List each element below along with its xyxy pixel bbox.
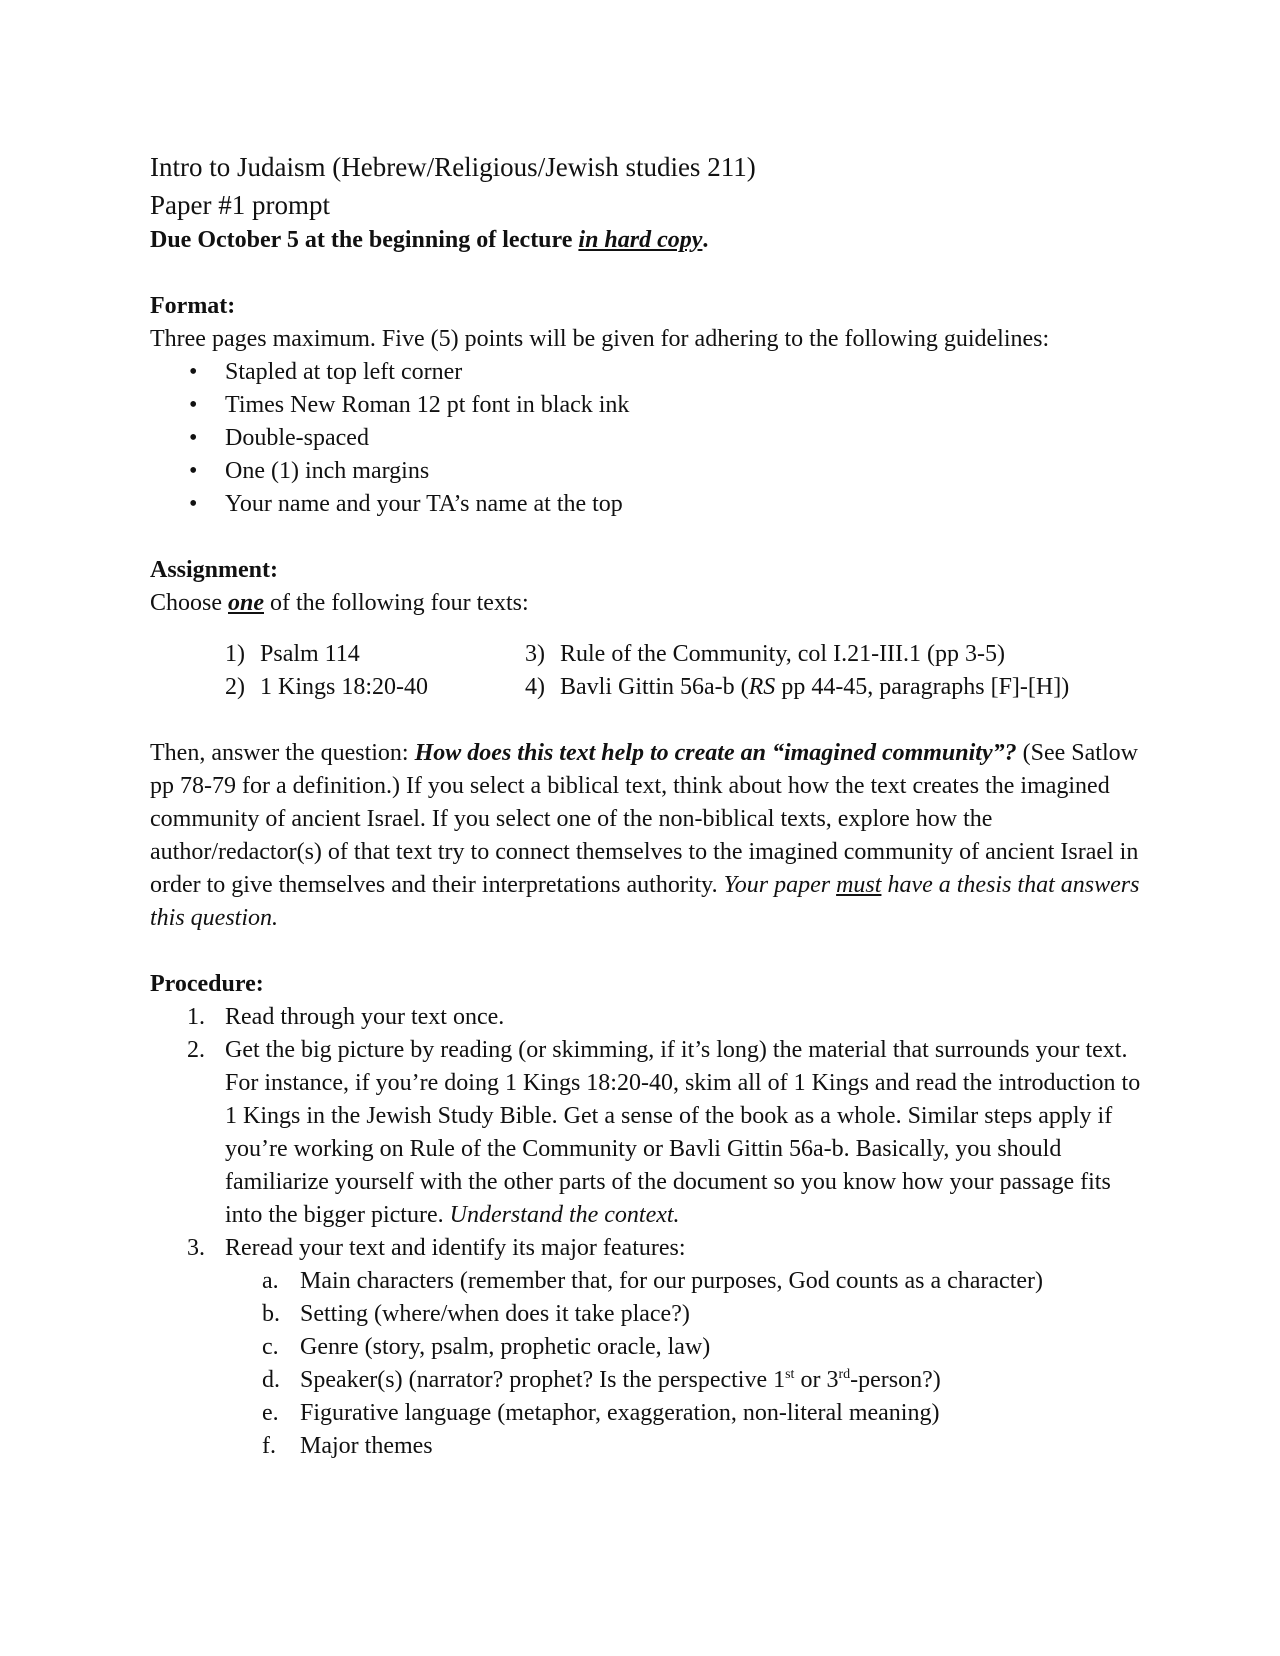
list-item: [150, 356, 1150, 389]
feature-list: [225, 1265, 1150, 1463]
superscript-st: st: [785, 1367, 795, 1382]
question-text: How does this text help to create an “imagined community”?: [414, 740, 1017, 766]
feature-item: [150, 1298, 1150, 1331]
text-choice-label-after: pp 44-45, paragraphs [F]-[H]): [775, 674, 1070, 700]
text-choice-label-italic: RS: [748, 674, 776, 700]
feature-letter: f.: [262, 1433, 276, 1459]
text-choice: [525, 638, 1125, 671]
feature-text: Main characters (remember that, for our purposes, God counts as a character): [300, 1268, 1044, 1294]
feature-item: [150, 1397, 1150, 1430]
text-choices: [225, 638, 1150, 704]
course-title: Intro to Judaism (Hebrew/Religious/Jewish studies 211): [150, 152, 756, 182]
feature-text-mid: or 3: [794, 1367, 839, 1393]
format-item: Your name and your TA’s name at the top: [225, 491, 623, 517]
procedure-step: [150, 1001, 1150, 1034]
thesis-after: have a thesis that answers this question.: [150, 872, 1140, 931]
feature-text: Genre (story, psalm, prophetic oracle, law): [300, 1334, 711, 1360]
assignment-intro-emphasis: one: [228, 590, 264, 616]
bullet-icon: •: [189, 491, 198, 517]
assignment-intro-after: of the following four texts:: [264, 590, 529, 616]
feature-item: [150, 1430, 1150, 1463]
procedure-heading: Procedure:: [150, 971, 264, 997]
step-number: 1.: [187, 1004, 205, 1030]
text-choice: [225, 671, 525, 704]
bullet-icon: •: [189, 458, 198, 484]
procedure-step: [150, 1034, 1150, 1232]
document-page: [150, 148, 1150, 1463]
bullet-icon: •: [189, 359, 198, 385]
list-item: [150, 488, 1150, 521]
text-choice-num: 2): [225, 674, 245, 700]
due-text: Due October 5 at the beginning of lecture: [150, 227, 579, 253]
assignment-heading: Assignment:: [150, 557, 279, 583]
thesis-before: Your paper: [723, 872, 837, 898]
feature-text: Setting (where/when does it take place?): [300, 1301, 690, 1327]
procedure-list: [150, 1001, 1150, 1463]
feature-text-after: -person?): [850, 1367, 941, 1393]
due-line: [150, 224, 1150, 257]
thesis-must: must: [836, 872, 882, 898]
text-choice: [525, 671, 1125, 704]
due-period: .: [702, 227, 709, 253]
assignment-intro: [150, 587, 1150, 620]
text-choice-num: 1): [225, 641, 245, 667]
feature-item: [150, 1331, 1150, 1364]
step-number: 2.: [187, 1037, 205, 1063]
procedure-step: [150, 1232, 1150, 1463]
feature-item: [150, 1265, 1150, 1298]
bullet-icon: •: [189, 425, 198, 451]
format-item: Times New Roman 12 pt font in black ink: [225, 392, 630, 418]
list-item: [150, 389, 1150, 422]
superscript-rd: rd: [838, 1367, 851, 1382]
feature-text: Speaker(s) (narrator? prophet? Is the perspective 1: [300, 1367, 786, 1393]
due-emphasis: in hard copy: [578, 227, 703, 253]
feature-text: Major themes: [300, 1433, 433, 1459]
question-rest: (See Satlow pp 78-79 for a definition.) If you select a biblical text, think about how the text creates the imagined community of ancient Israel. If you select one of the non-biblical texts, explore how the author/redactor(s) of that text try to connect themselves to the imagined community of ancient Israel in order to give themselves and their interpretations authority.: [150, 740, 1139, 898]
format-item: One (1) inch margins: [225, 458, 430, 484]
format-intro: Three pages maximum. Five (5) points will be given for adhering to the following guidelines:: [150, 326, 1050, 352]
feature-letter: a.: [262, 1268, 279, 1294]
text-choice-label: 1 Kings 18:20-40: [260, 674, 428, 700]
step-number: 3.: [187, 1235, 205, 1261]
format-item: Double-spaced: [225, 425, 369, 451]
format-list: [150, 356, 1150, 521]
text-choice-label: Psalm 114: [260, 641, 360, 667]
text-choice: [225, 638, 525, 671]
step-emphasis: Understand the context.: [449, 1202, 680, 1228]
feature-letter: c.: [262, 1334, 279, 1360]
step-text: Get the big picture by reading (or skimming, if it’s long) the material that surrounds your text. For instance, if you’re doing 1 Kings 18:20-40, skim all of 1 Kings and read the introduction to 1 Kings in the Jewish Study Bible. Get a sense of the book as a whole. Similar steps apply if you’re working on Rule of the Community or Bavli Gittin 56a-b. Basically, you should familiarize yourself with the other parts of the document so you know how your passage fits into the bigger picture.: [225, 1037, 1141, 1228]
text-choice-num: 3): [525, 641, 545, 667]
step-text: Read through your text once.: [225, 1004, 505, 1030]
text-choice-num: 4): [525, 674, 545, 700]
question-lead: Then, answer the question:: [150, 740, 415, 766]
paper-title: Paper #1 prompt: [150, 190, 330, 220]
feature-letter: e.: [262, 1400, 279, 1426]
assignment-intro-before: Choose: [150, 590, 228, 616]
assignment-question-paragraph: [150, 737, 1150, 935]
text-choice-label: Rule of the Community, col I.21-III.1 (pp 3-5): [560, 641, 1006, 667]
bullet-icon: •: [189, 392, 198, 418]
feature-letter: d.: [262, 1367, 280, 1393]
feature-letter: b.: [262, 1301, 280, 1327]
format-heading: Format:: [150, 293, 236, 319]
feature-text: Figurative language (metaphor, exaggeration, non-literal meaning): [300, 1400, 940, 1426]
text-choice-label: Bavli Gittin 56a-b (: [560, 674, 749, 700]
step-text: Reread your text and identify its major features:: [225, 1235, 686, 1261]
feature-item: [150, 1364, 1150, 1397]
list-item: [150, 455, 1150, 488]
list-item: [150, 422, 1150, 455]
format-item: Stapled at top left corner: [225, 359, 463, 385]
